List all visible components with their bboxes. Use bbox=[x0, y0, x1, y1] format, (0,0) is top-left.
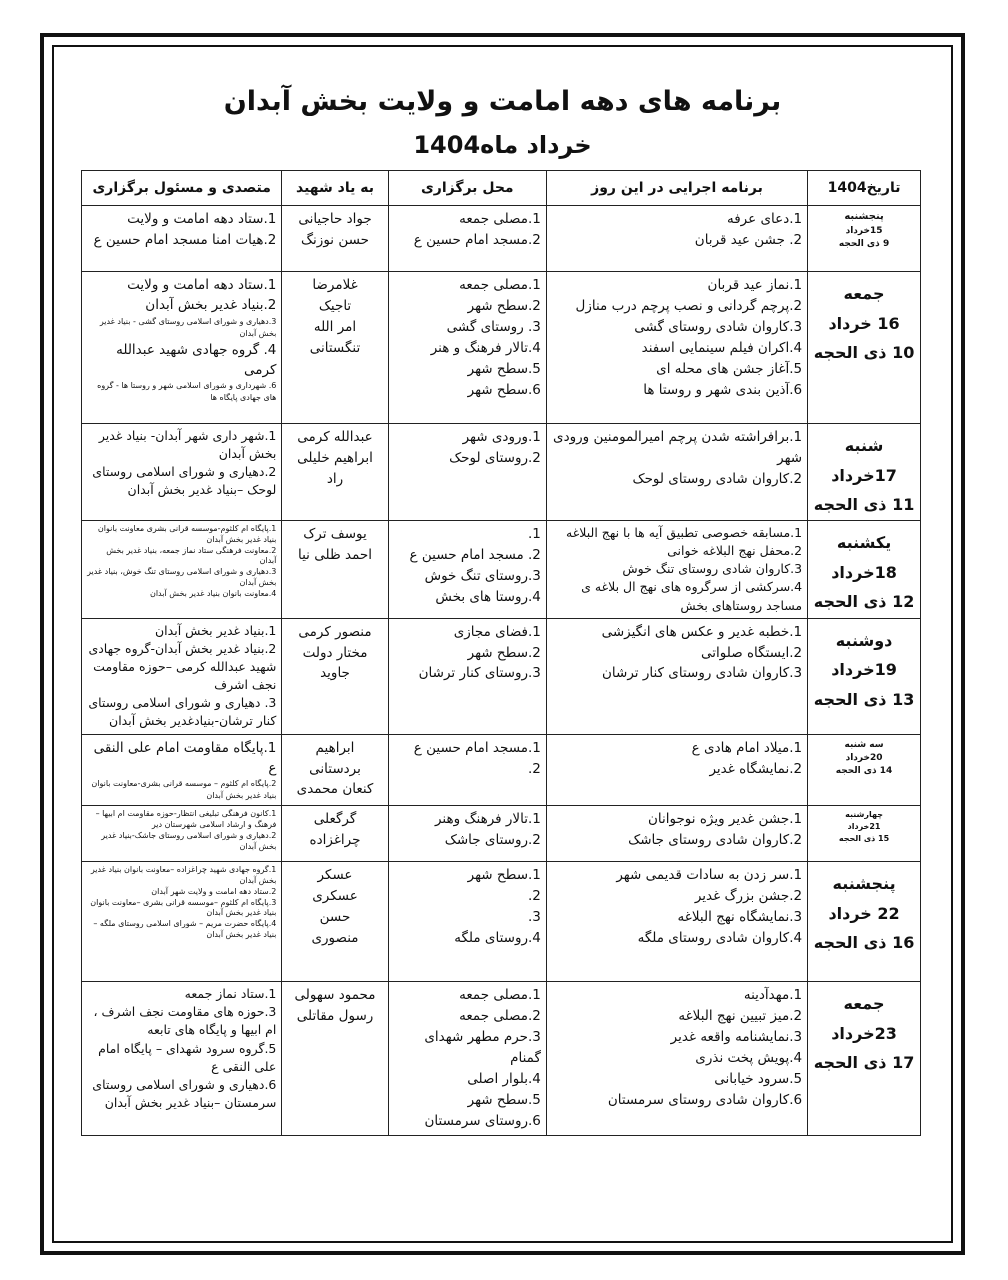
date-cell bbox=[808, 272, 921, 424]
place-item: 3.روستای کنار ترشان bbox=[418, 665, 541, 682]
organizer-item: 2.دهیاری و شورای اسلامی روستای لوحک –بنیاد غدیر بخش آبدان bbox=[92, 464, 277, 498]
header-date: تاریخ1404 bbox=[808, 171, 921, 206]
place-item: 1.مصلی جمعه bbox=[459, 211, 541, 227]
martyr-name: منصوری bbox=[311, 929, 359, 946]
martyr-name: عسکری bbox=[312, 888, 358, 905]
date-line: 14 ذی الحجه bbox=[835, 765, 893, 776]
place-item: 1.مصلی جمعه bbox=[459, 277, 541, 293]
program-cell bbox=[546, 272, 807, 424]
date-cell bbox=[808, 206, 921, 272]
martyr-name: تاجیک bbox=[318, 297, 352, 314]
date-line: 16 خرداد bbox=[828, 313, 900, 333]
date-line: 11 ذی الحجه bbox=[813, 495, 915, 515]
table-header-row bbox=[82, 171, 921, 206]
program-cell bbox=[546, 521, 807, 619]
place-cell bbox=[388, 862, 546, 982]
martyr-cell bbox=[282, 206, 388, 272]
place-list bbox=[394, 738, 541, 780]
program-item: 2.ایستگاه صلواتی bbox=[700, 644, 803, 661]
date-line: 17 ذی الحجه bbox=[813, 1053, 915, 1073]
organizer-list bbox=[87, 209, 276, 251]
date-line: پنجشنبه bbox=[844, 211, 884, 222]
date-line: 19خرداد bbox=[831, 660, 897, 680]
organizer-item: 1.شهر داری شهر آبدان- بنیاد غدیر بخش آبدان bbox=[98, 428, 277, 462]
date-cell bbox=[808, 806, 921, 862]
place-item: 3.حرم مطهر شهدای گمنام bbox=[424, 1028, 541, 1066]
martyr-cell bbox=[282, 618, 388, 734]
place-list bbox=[394, 427, 541, 469]
martyr-cell bbox=[282, 272, 388, 424]
program-item: 4.اکران فیلم سینمایی اسفند bbox=[641, 339, 803, 356]
organizer-item: 2.هیات امنا مسجد امام حسین ع bbox=[93, 231, 277, 248]
martyr-name: ابراهیم bbox=[315, 739, 355, 756]
martyr-name: حسن bbox=[319, 908, 351, 925]
program-item: 4.کاروان شادی روستای ملگه bbox=[637, 929, 803, 946]
header-organizer: متصدی و مسئول برگزاری bbox=[82, 171, 282, 206]
organizer-item: 2.بنیاد غدیر بخش آبدان bbox=[145, 297, 277, 314]
organizer-item: 3.حوزه های مقاومت نجف اشرف ، ام ابیها و پایگاه های تابعه bbox=[93, 1004, 277, 1038]
date-line: یکشنبه bbox=[836, 533, 892, 552]
table-row bbox=[82, 862, 921, 982]
place-item: 4.روستا های بخش bbox=[435, 588, 541, 605]
program-item: 3.نمایشنامه واقعه غدیر bbox=[670, 1028, 803, 1045]
place-item: 2.سطح شهر bbox=[467, 297, 541, 314]
martyr-name: گرگعلی bbox=[313, 811, 357, 828]
page-title: برنامه های دهه امامت و ولایت بخش آبدان bbox=[223, 86, 782, 117]
place-list bbox=[394, 209, 541, 251]
date-line: سه شنبه bbox=[844, 739, 884, 750]
date-cell bbox=[808, 424, 921, 521]
program-cell bbox=[546, 734, 807, 806]
martyr-name: حسن نوزنگ bbox=[300, 231, 370, 248]
table-row bbox=[82, 982, 921, 1135]
program-cell bbox=[546, 862, 807, 982]
date-line: 15 ذی الحجه bbox=[838, 833, 890, 843]
date-line: چهارشنبه bbox=[845, 810, 883, 820]
date-line: 12 ذی الحجه bbox=[813, 592, 915, 612]
place-item: 4.تالار فرهنگ و هنر bbox=[430, 339, 541, 356]
header-martyr: به یاد شهید bbox=[282, 171, 388, 206]
place-item: 2.مصلی جمعه bbox=[459, 1008, 541, 1025]
page-subtitle: خرداد ماه1404 bbox=[413, 131, 592, 159]
organizer-item: 1.پایگاه مقاومت امام علی النقی ع bbox=[93, 739, 277, 776]
place-cell bbox=[388, 272, 546, 424]
place-item: 1.ورودی شهر bbox=[462, 429, 541, 445]
organizer-cell bbox=[82, 734, 282, 806]
organizer-item: 1.ستاد دهه امامت و ولایت bbox=[127, 277, 277, 293]
program-item: 2.کاروان شادی روستای لوحک bbox=[632, 470, 803, 487]
place-item: 2.مسجد امام حسین ع bbox=[413, 231, 541, 248]
table-row bbox=[82, 206, 921, 272]
organizer-item: 2.پایگاه ام کلثوم – موسسه قرانی بشری-معاونت بانوان بنیاد غدیر بخش آبدان bbox=[91, 779, 277, 801]
martyr-name: محمود سهولی bbox=[294, 987, 376, 1004]
date-line: 15خرداد bbox=[845, 225, 883, 236]
organizer-item: 4.معاونت بانوان بنیاد غدیر بخش آبدان bbox=[149, 588, 277, 598]
martyr-cell bbox=[282, 862, 388, 982]
place-list bbox=[394, 275, 541, 401]
organizer-item: 3.دهیاری و شورای اسلامی روستای گشی - بنیاد غدیر بخش آبدان bbox=[99, 316, 277, 338]
organizer-list bbox=[87, 275, 276, 404]
program-table bbox=[81, 170, 921, 1136]
place-item: 6.سطح شهر bbox=[467, 381, 541, 398]
table-row bbox=[82, 272, 921, 424]
program-list bbox=[552, 738, 802, 780]
martyr-name: جاوید bbox=[320, 665, 350, 682]
program-item: 3.کاروان شادی روستای گشی bbox=[634, 318, 803, 335]
place-item: 5.سطح شهر bbox=[467, 1091, 541, 1108]
organizer-list bbox=[87, 809, 276, 852]
place-cell bbox=[388, 424, 546, 521]
martyr-name: مختار دولت bbox=[302, 644, 368, 661]
organizer-list bbox=[87, 738, 276, 803]
date-line: شنبه bbox=[844, 436, 884, 455]
place-item: 2. bbox=[528, 888, 541, 905]
organizer-list bbox=[87, 524, 276, 600]
organizer-item: 5.گروه سرود شهدای – پایگاه امام علی النقی ع bbox=[98, 1040, 277, 1074]
organizer-item: 4. گروه جهادی شهید عبدالله کرمی bbox=[116, 341, 277, 378]
date-line: 23خرداد bbox=[831, 1023, 897, 1043]
program-item: 1.خطبه غدیر و عکس های انگیزشی bbox=[601, 623, 803, 640]
martyr-cell bbox=[282, 806, 388, 862]
place-item: 1.مصلی جمعه bbox=[459, 987, 541, 1004]
place-list bbox=[394, 865, 541, 949]
martyr-cell bbox=[282, 982, 388, 1135]
martyr-cell bbox=[282, 424, 388, 521]
place-cell bbox=[388, 521, 546, 619]
header-program: برنامه اجرایی در این روز bbox=[546, 171, 807, 206]
program-cell bbox=[546, 806, 807, 862]
date-line: 10 ذی الحجه bbox=[813, 343, 915, 363]
program-item: 3.کاروان شادی روستای تنگ خوش bbox=[622, 561, 803, 577]
martyr-name: عبدالله کرمی bbox=[297, 429, 373, 445]
program-item: 4.پویش پخت نذری bbox=[695, 1049, 803, 1066]
program-item: 2.میز تبیین نهج البلاغه bbox=[678, 1008, 803, 1025]
program-list bbox=[552, 985, 802, 1111]
program-list bbox=[552, 209, 802, 251]
program-item: 1.سر زدن به سادات قدیمی شهر bbox=[616, 867, 803, 884]
program-item: 2.نمایشگاه غدیر bbox=[709, 760, 803, 777]
program-item: 1.برافراشته شدن پرچم امیرالمومنین ورودی شهر bbox=[553, 429, 803, 466]
martyr-name: عسکر bbox=[317, 867, 353, 884]
program-item: 4.سرکشی از سرگروه های نهج ال بلاغه ی مساجد روستاهای بخش bbox=[581, 579, 803, 613]
organizer-item: 6. شهرداری و شورای اسلامی شهر و روستا ها - گروه های جهادی پایگاه ها bbox=[97, 381, 277, 402]
organizer-item: 6.دهیاری و شورای اسلامی روستای سرمستان –بنیاد غدیر بخش آبدان bbox=[92, 1076, 277, 1110]
organizer-item: 2.دهیاری و شورای اسلامی روستای جاشک-بنیاد غدیر بخش آبدان bbox=[101, 830, 277, 851]
place-item: 3.روستای تنگ خوش bbox=[424, 567, 541, 584]
organizer-item: 3.دهیاری و شورای اسلامی روستای تنگ خوش، بنیاد غدیر بخش آبدان bbox=[87, 567, 277, 587]
date-line: 21خرداد bbox=[847, 821, 881, 831]
program-list bbox=[552, 622, 802, 685]
program-item: 3.کاروان شادی روستای کنار ترشان bbox=[602, 665, 803, 682]
place-cell bbox=[388, 806, 546, 862]
program-list bbox=[552, 275, 802, 401]
organizer-cell bbox=[82, 618, 282, 734]
date-line: پنجشنبه bbox=[832, 874, 896, 894]
martyr-name: امر الله bbox=[313, 318, 357, 335]
organizer-item: 4.پایگاه حضرت مریم – شورای اسلامی روستای ملگه – بنیاد غدیر بخش آبدان bbox=[93, 919, 277, 939]
program-list bbox=[552, 809, 802, 851]
program-item: 5.آغاز جشن های محله ای bbox=[656, 360, 803, 377]
program-list bbox=[552, 865, 802, 949]
organizer-item: 1.پایگاه ام کلثوم-موسسه قرانی بشری معاونت بانوان بنیاد غدیر بخش آبدان bbox=[97, 524, 277, 544]
table-body bbox=[82, 206, 921, 1136]
header-place: محل برگزاری bbox=[388, 171, 546, 206]
table-row bbox=[82, 806, 921, 862]
program-list bbox=[552, 427, 802, 490]
place-item: 5.سطح شهر bbox=[467, 360, 541, 377]
place-item: 2.روستای لوحک bbox=[449, 449, 541, 466]
program-item: 2.کاروان شادی روستای جاشک bbox=[628, 832, 803, 849]
organizer-item: 3.پایگاه ام کلثوم –موسسه قرانی بشری –معاونت بانوان بنیاد غدیر بخش آبدان bbox=[90, 897, 277, 918]
date-line: 17خرداد bbox=[831, 465, 897, 485]
place-item: 2. مسجد امام حسین ع bbox=[409, 546, 541, 563]
place-item: 2.سطح شهر bbox=[467, 644, 541, 661]
date-line: 22 خرداد bbox=[828, 903, 900, 923]
martyr-name: ابراهیم خلیلی راد bbox=[297, 449, 373, 487]
date-cell bbox=[808, 982, 921, 1135]
organizer-item: 2.ستاد دهه امامت و ولایت شهر آبدان bbox=[151, 886, 277, 896]
organizer-item: 1.ستاد نماز جمعه bbox=[184, 986, 277, 1002]
organizer-cell bbox=[82, 521, 282, 619]
place-item: 6.روستای سرمستان bbox=[424, 1112, 541, 1129]
date-line: جمعه bbox=[843, 284, 885, 303]
place-list bbox=[394, 809, 541, 851]
date-line: 18خرداد bbox=[831, 562, 897, 582]
organizer-item: 1.گروه جهادی شهید چراغزاده –معاونت بانوان بنیاد غدیر بخش آبدان bbox=[90, 865, 277, 885]
date-cell bbox=[808, 521, 921, 619]
date-cell bbox=[808, 862, 921, 982]
date-cell bbox=[808, 618, 921, 734]
table-row bbox=[82, 618, 921, 734]
place-item: 3. روستای گشی bbox=[446, 318, 541, 335]
martyr-name: رسول مقاتلی bbox=[296, 1008, 374, 1025]
place-item: 2.روستای جاشک bbox=[444, 832, 541, 849]
program-item: 2.محفل نهج البلاغه خوانی bbox=[667, 543, 803, 559]
place-item: 3. bbox=[528, 908, 541, 925]
martyr-name: کنعان محمدی bbox=[296, 781, 374, 798]
organizer-list bbox=[87, 865, 276, 941]
date-cell bbox=[808, 734, 921, 806]
organizer-cell bbox=[82, 206, 282, 272]
date-line: 13 ذی الحجه bbox=[813, 689, 915, 709]
program-item: 1.مسابقه خصوصی تطبیق آیه ها با نهج البلاغه bbox=[566, 525, 803, 540]
program-item: 2.جشن بزرگ غدیر bbox=[694, 888, 803, 905]
martyr-name: احمد ظلی نیا bbox=[298, 546, 372, 563]
program-cell bbox=[546, 982, 807, 1135]
place-list bbox=[394, 985, 541, 1131]
date-line: دوشنبه bbox=[835, 630, 893, 650]
organizer-list bbox=[87, 622, 276, 731]
organizer-item: 3. دهیاری و شورای اسلامی روستای کنار ترشان-بنیادغدیر بخش آبدان bbox=[88, 695, 277, 729]
place-item: 1. bbox=[528, 526, 541, 542]
organizer-list bbox=[87, 427, 276, 500]
date-line: 20خرداد bbox=[845, 752, 883, 763]
program-cell bbox=[546, 618, 807, 734]
program-item: 6.کاروان شادی روستای سرمستان bbox=[607, 1091, 803, 1108]
organizer-item: 1.بنیاد غدیر بخش آبدان bbox=[155, 622, 277, 638]
organizer-item: 2.معاونت فرهنگی ستاد نماز جمعه، بنیاد غدیر بخش آبدان bbox=[106, 545, 277, 566]
organizer-item: 2.بنیاد غدیر بخش آبدان-گروه جهادی شهید عبدالله کرمی –حوزه مقاومت نجف اشرف bbox=[88, 640, 277, 692]
organizer-item: 1.کانون فرهنگی تبلیغی انتظار-حوزه مقاومت ام ابیها – فرهنگ و ارشاد اسلامی شهرستان دیر bbox=[95, 809, 277, 829]
place-cell bbox=[388, 982, 546, 1135]
organizer-cell bbox=[82, 982, 282, 1135]
organizer-item: 1.ستاد دهه امامت و ولایت bbox=[127, 211, 277, 227]
program-item: 1.نماز عید قربان bbox=[707, 277, 803, 293]
organizer-cell bbox=[82, 272, 282, 424]
program-item: 3.نمایشگاه نهج البلاغه bbox=[677, 908, 803, 925]
table-row bbox=[82, 424, 921, 521]
program-item: 6.آذین بندی شهر و روستا ها bbox=[643, 381, 803, 398]
program-cell bbox=[546, 206, 807, 272]
place-item: 4.روستای ملگه bbox=[454, 929, 541, 946]
program-item: 2.پرچم گردانی و نصب پرچم درب منازل bbox=[575, 297, 803, 314]
program-item: 5.سرود خیابانی bbox=[714, 1070, 803, 1087]
organizer-cell bbox=[82, 806, 282, 862]
place-cell bbox=[388, 734, 546, 806]
place-cell bbox=[388, 618, 546, 734]
martyr-cell bbox=[282, 521, 388, 619]
program-item: 1.دعای عرفه bbox=[726, 211, 803, 227]
program-list bbox=[552, 524, 802, 615]
place-list bbox=[394, 622, 541, 685]
organizer-list bbox=[87, 985, 276, 1112]
martyr-cell bbox=[282, 734, 388, 806]
martyr-name: بردستانی bbox=[309, 760, 361, 777]
place-item: 1.سطح شهر bbox=[467, 867, 541, 884]
date-line: 9 ذی الحجه bbox=[838, 238, 890, 249]
table-row bbox=[82, 521, 921, 619]
martyr-name: یوسف ترک bbox=[303, 526, 367, 542]
place-list bbox=[394, 524, 541, 608]
program-item: 1.جشن غدیر ویژه نوجوانان bbox=[647, 811, 803, 828]
program-cell bbox=[546, 424, 807, 521]
place-item: 2. bbox=[528, 760, 541, 777]
place-item: 1.تالار فرهنگ وهنر bbox=[434, 811, 541, 828]
martyr-name: منصور کرمی bbox=[298, 623, 372, 640]
program-item: 1.میلاد امام هادی ع bbox=[691, 739, 803, 756]
martyr-name: غلامرضا bbox=[312, 277, 358, 293]
date-line: 16 ذی الحجه bbox=[813, 933, 915, 953]
organizer-cell bbox=[82, 862, 282, 982]
place-item: 4.بلوار اصلی bbox=[467, 1070, 541, 1087]
martyr-name: جواد حاجیانی bbox=[298, 211, 372, 227]
program-item: 2. جشن عید قربان bbox=[694, 231, 803, 248]
martyr-name: چراغزاده bbox=[309, 832, 361, 849]
martyr-name: تنگستانی bbox=[309, 339, 361, 356]
date-line: جمعه bbox=[843, 994, 885, 1014]
organizer-cell bbox=[82, 424, 282, 521]
table-row bbox=[82, 734, 921, 806]
place-item: 1.مسجد امام حسین ع bbox=[413, 739, 541, 756]
place-item: 1.فضای مجازی bbox=[453, 623, 541, 640]
program-item: 1.مهدآدینه bbox=[743, 987, 803, 1004]
place-cell bbox=[388, 206, 546, 272]
